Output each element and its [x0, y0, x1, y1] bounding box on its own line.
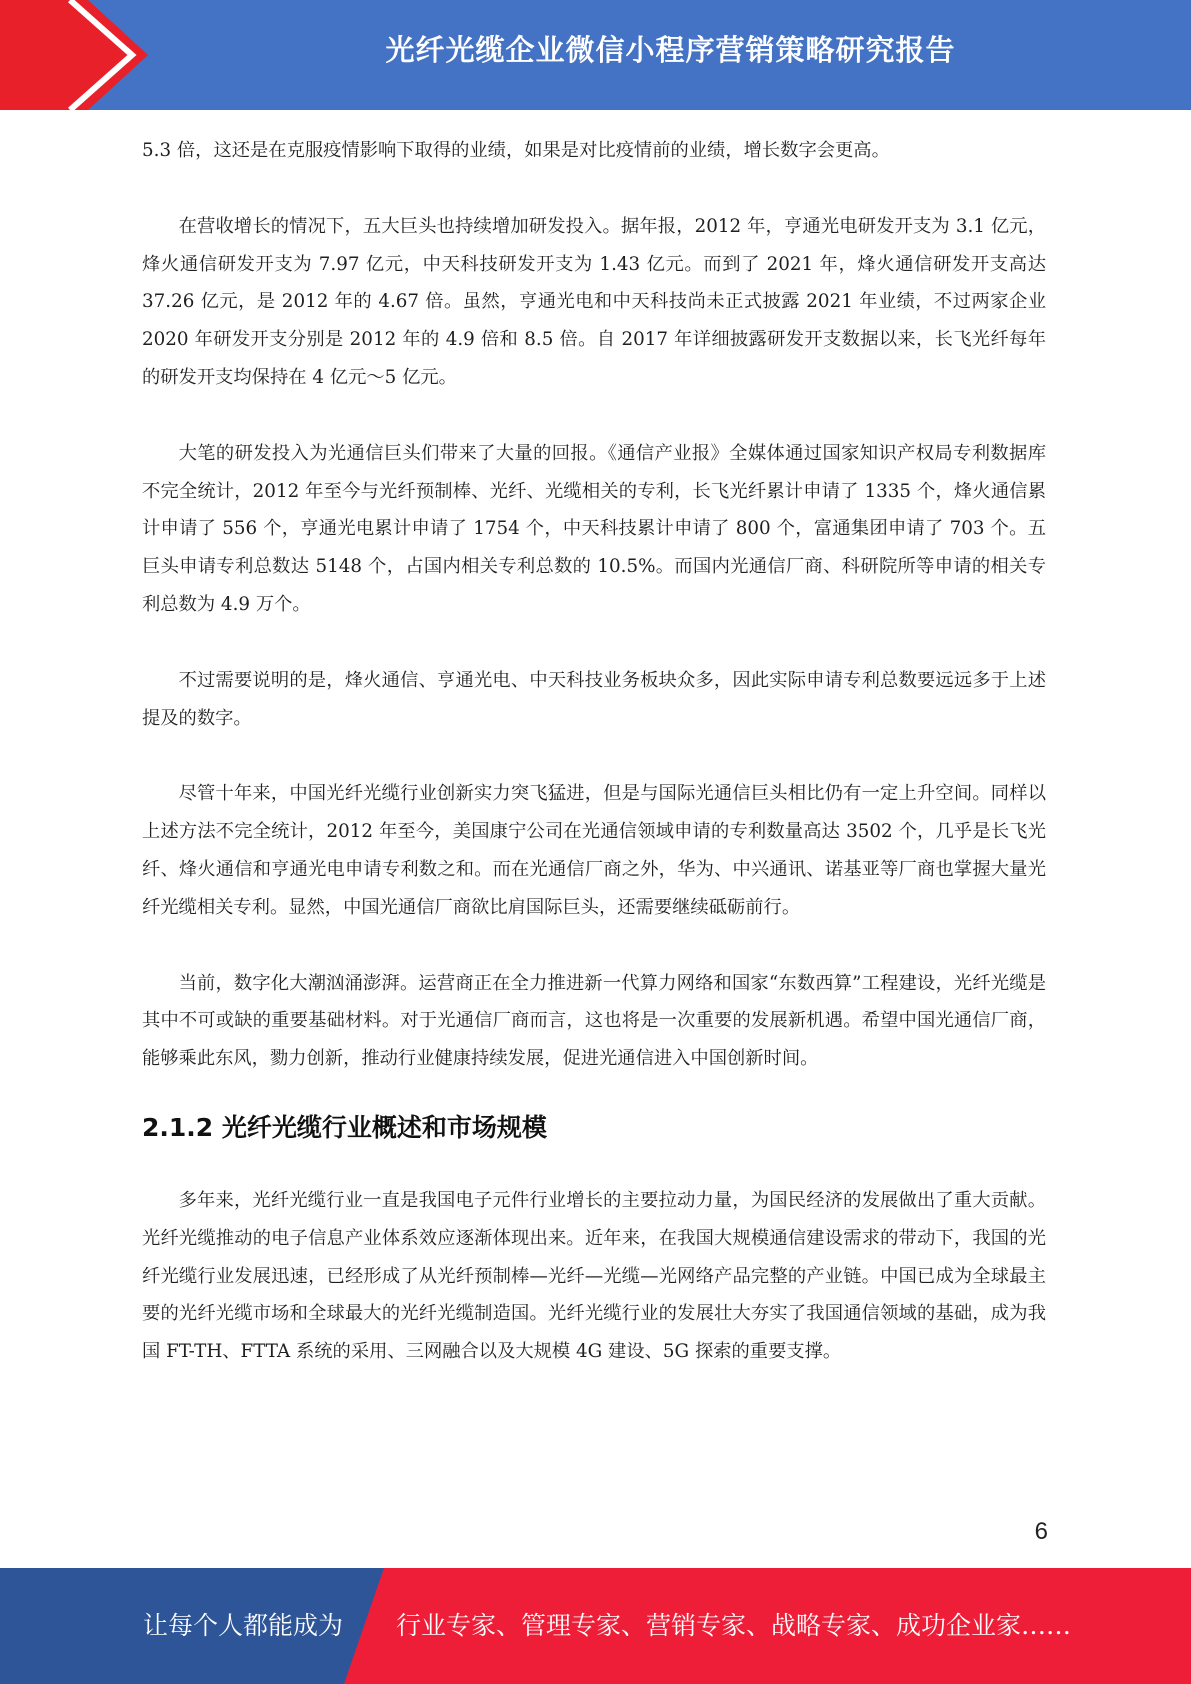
paragraph: 当前，数字化大潮汹涌澎湃。运营商正在全力推进新一代算力网络和国家“东数西算”工程建设，光纤光缆是其中不可或缺的重要基础材料。对于光通信厂商而言，这也将是一次重要的发展新机遇。希望中国光通信厂商，能够乘此东风，勠力创新，推动行业健康持续发展，促进光通信进入中国创新时间。 — [142, 972, 1046, 1070]
footer-slogan-right: 行业专家、管理专家、营销专家、战略专家、成功企业家…… — [396, 1611, 1072, 1640]
paragraph: 5.3 倍，这还是在克服疫情影响下取得的业绩，如果是对比疫情前的业绩，增长数字会更高。 — [142, 140, 890, 161]
paragraph: 在营收增长的情况下，五大巨头也持续增加研发投入。据年报，2012 年，亨通光电研发开支为 3.1 亿元，烽火通信研发开支为 7.97 亿元，中天科技研发开支为 1.43 亿元。而到了 2021 年，烽火通信研发开支高达 37.26 亿元，是 2012 年的 4.67 倍。虽然，亨通光电和中天科技尚未正式披露 2021 年业绩，不过两家企业 2020 年研发开支分别是 2012 年的 4.9 倍和 8.5 倍。自 2017 年详细披露研发开支数据以来，长飞光纤每年的研发开支均保持在 4 亿元～5 亿元。 — [142, 215, 1046, 388]
page-number: 6 — [1034, 1518, 1048, 1545]
paragraph: 多年来，光纤光缆行业一直是我国电子元件行业增长的主要拉动力量，为国民经济的发展做出了重大贡献。光纤光缆推动的电子信息产业体系效应逐渐体现出来。近年来，在我国大规模通信建设需求的带动下，我国的光纤光缆行业发展迅速，已经形成了从光纤预制棒—光纤—光缆—光网络产品完整的产业链。中国已成为全球最主要的光纤光缆市场和全球最大的光纤光缆制造国。光纤光缆行业的发展壮大夯实了我国通信领域的基础，成为我国 FT-TH、FTTA 系统的采用、三网融合以及大规模 4G 建设、5G 探索的重要支撑。 — [142, 1189, 1046, 1363]
paragraph: 尽管十年来，中国光纤光缆行业创新实力突飞猛进，但是与国际光通信巨头相比仍有一定上升空间。同样以上述方法不完全统计，2012 年至今，美国康宁公司在光通信领域申请的专利数量高达 3502 个，几乎是长飞光纤、烽火通信和亨通光电申请专利数之和。而在光通信厂商之外，华为、中兴通讯、诺基亚等厂商也掌握大量光纤光缆相关专利。显然，中国光通信厂商欲比肩国际巨头，还需要继续砥砺前行。 — [142, 783, 1046, 918]
page-content — [142, 132, 1046, 1409]
report-title: 光纤光缆企业微信小程序营销策略研究报告 — [385, 33, 956, 67]
section-heading: 2.1.2 光纤光缆行业概述和市场规模 — [142, 1112, 547, 1142]
header-arrow-decoration — [0, 0, 150, 110]
footer-slogan-left: 让每个人都能成为 — [143, 1611, 344, 1640]
paragraph: 大笔的研发投入为光通信巨头们带来了大量的回报。《通信产业报》全媒体通过国家知识产权局专利数据库不完全统计，2012 年至今与光纤预制棒、光纤、光缆相关的专利，长飞光纤累计申请了 1335 个，烽火通信累计申请了 556 个，亨通光电累计申请了 1754 个，中天科技累计申请了 800 个，富通集团申请了 703 个。五巨头申请专利总数达 5148 个，占国内相关专利总数的 10.5%。而国内光通信厂商、科研院所等申请的相关专利总数为 4.9 万个。 — [142, 442, 1046, 615]
footer-banner — [0, 1568, 1191, 1684]
paragraph: 不过需要说明的是，烽火通信、亨通光电、中天科技业务板块众多，因此实际申请专利总数要远远多于上述提及的数字。 — [142, 669, 1046, 729]
header-banner — [0, 0, 1191, 110]
